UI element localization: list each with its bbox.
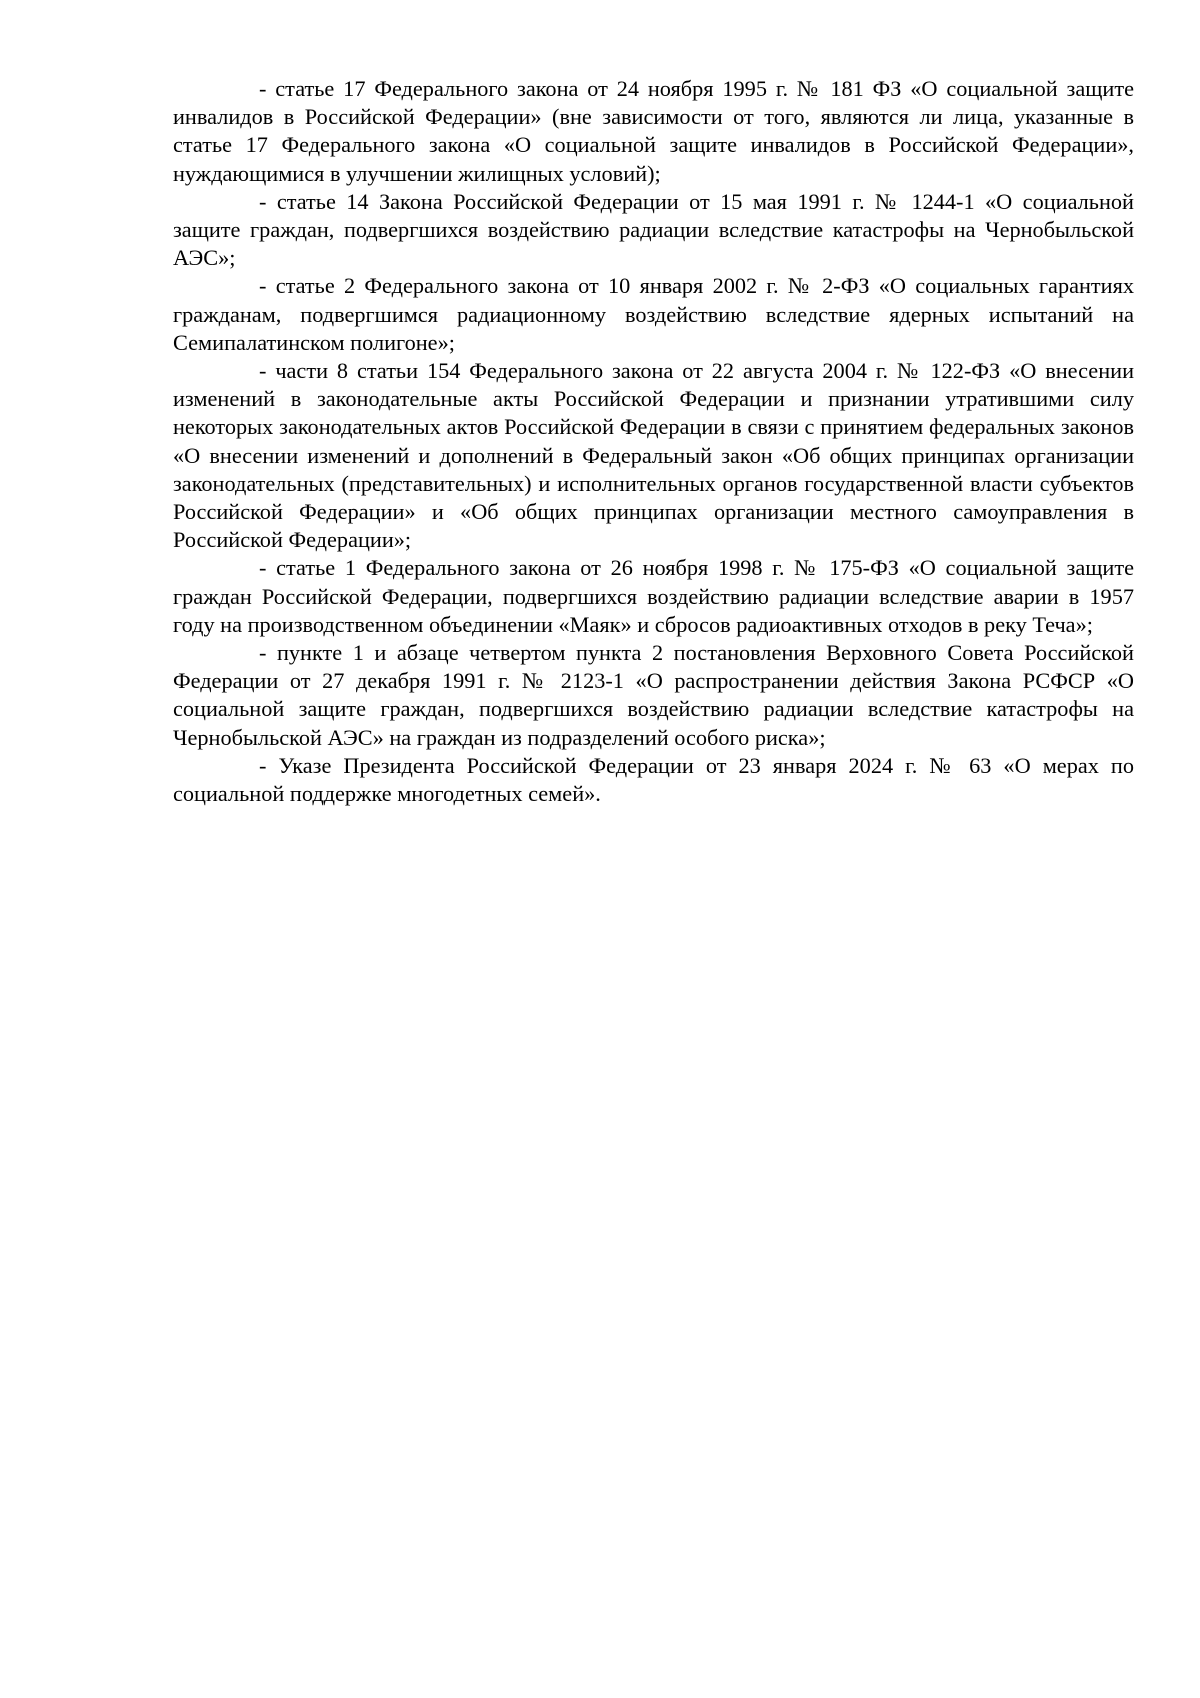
paragraph-supreme-council-resolution: - пункте 1 и абзаце четвертом пункта 2 постановления Верховного Совета Российской Федерации от 27 декабря 1991 г. № 2123-1 «О распространении действия Закона РСФСР «О социальной защите граждан, подвергшихся воздействию радиации вследствие катастрофы на Чернобыльской АЭС» на граждан из подразделений особого риска»; xyxy=(173,640,1134,750)
paragraph-article-17-disabled-protection: - статье 17 Федерального закона от 24 ноября 1995 г. № 181 ФЗ «О социальной защите инвалидов в Российской Федерации» (вне зависимости от того, являются ли лица, указанные в статье 17 Федерального закона «О социальной защите инвалидов в Российской Федерации», нуждающимися в улучшении жилищных условий); xyxy=(173,76,1134,186)
paragraph-presidential-decree-63: - Указе Президента Российской Федерации от 23 января 2024 г. № 63 «О мерах по социальной поддержке многодетных семей». xyxy=(173,752,1134,807)
document-body xyxy=(173,75,1134,808)
paragraph-part-8-article-154: - части 8 статьи 154 Федерального закона от 22 августа 2004 г. № 122-ФЗ «О внесении изменений в законодательные акты Российской Федерации и признании утратившими силу некоторых законодательных актов Российской Федерации в связи с принятием федеральных законов «О внесении изменений и дополнений в Федеральный закон «Об общих принципах организации законодательных (представительных) и исполнительных органов государственной власти субъектов Российской Федерации» и «Об общих принципах организации местного самоуправления в Российской Федерации»; xyxy=(173,358,1134,553)
paragraph-article-2-semipalatinsk: - статье 2 Федерального закона от 10 января 2002 г. № 2-ФЗ «О социальных гарантиях гражданам, подвергшимся радиационному воздействию вследствие ядерных испытаний на Семипалатинском полигоне»; xyxy=(173,273,1134,355)
paragraph-article-14-chernobyl: - статье 14 Закона Российской Федерации от 15 мая 1991 г. № 1244-1 «О социальной защите граждан, подвергшихся воздействию радиации вследствие катастрофы на Чернобыльской АЭС»; xyxy=(173,188,1134,271)
paragraph-article-1-mayak: - статье 1 Федерального закона от 26 ноября 1998 г. № 175-ФЗ «О социальной защите граждан Российской Федерации, подвергшихся воздействию радиации вследствие аварии в 1957 году на производственном объединении «Маяк» и сбросов радиоактивных отходов в реку Теча»; xyxy=(173,555,1134,637)
